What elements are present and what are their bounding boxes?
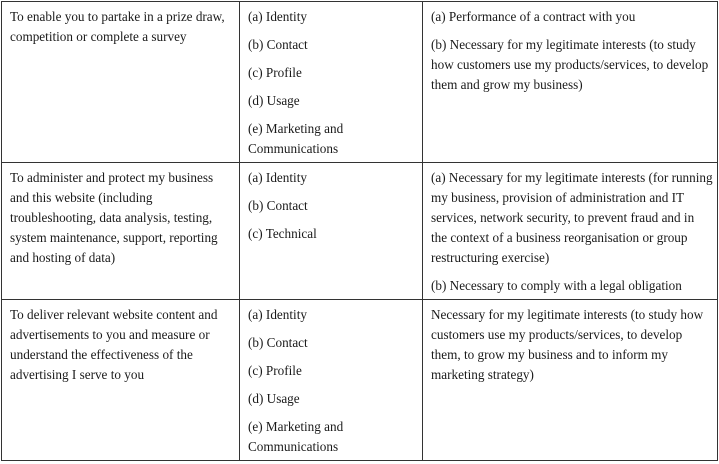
purpose-cell: [2, 300, 240, 461]
purpose-text: To deliver relevant website content and advertisements to you and measure or understand the effectiveness of the advertising I serve to you: [10, 307, 218, 382]
lawful-basis-cell: [423, 300, 718, 461]
data-types-cell: [240, 2, 423, 163]
data-types-cell: [240, 163, 423, 300]
table-row: [2, 2, 718, 163]
lawful-basis-cell: [423, 2, 718, 163]
data-type-item: (d) Usage: [248, 391, 300, 406]
data-type-item: (a) Identity: [248, 9, 307, 24]
purpose-cell: [2, 2, 240, 163]
basis-item: (a) Necessary for my legitimate interests (for running my business, provision of administration and IT services, network security, to prevent fraud and in the context of a business reorganisation or group restructuring exercise): [431, 170, 713, 265]
data-type-item: (a) Identity: [248, 307, 307, 322]
basis-item: (b) Necessary for my legitimate interests (to study how customers use my products/services, to develop them and grow my business): [431, 37, 709, 92]
purpose-cell: [2, 163, 240, 300]
table-row: [2, 163, 718, 300]
data-type-item: (b) Contact: [248, 198, 308, 213]
basis-item: (a) Performance of a contract with you: [431, 9, 636, 24]
data-type-item: (b) Contact: [248, 37, 308, 52]
basis-item: Necessary for my legitimate interests (to study how customers use my products/services, to develop them, to grow my business and to inform my marketing strategy): [431, 307, 704, 382]
data-type-item: (c) Profile: [248, 65, 302, 80]
purpose-text: To enable you to partake in a prize draw, competition or complete a survey: [10, 9, 225, 44]
data-type-item: (e) Marketing and Communications: [248, 419, 344, 454]
data-type-item: (c) Profile: [248, 363, 302, 378]
table-row: [2, 300, 718, 461]
data-type-item: (e) Marketing and Communications: [248, 121, 344, 156]
data-type-item: (a) Identity: [248, 170, 307, 185]
data-type-item: (c) Technical: [248, 226, 317, 241]
lawful-basis-table: [1, 1, 718, 461]
data-type-item: (b) Contact: [248, 335, 308, 350]
data-types-cell: [240, 300, 423, 461]
data-type-item: (d) Usage: [248, 93, 300, 108]
lawful-basis-cell: [423, 163, 718, 300]
basis-item: (b) Necessary to comply with a legal obligation: [431, 278, 682, 293]
purpose-text: To administer and protect my business and this website (including troubleshooting, data analysis, testing, system maintenance, support, reporting and hosting of data): [10, 170, 218, 265]
